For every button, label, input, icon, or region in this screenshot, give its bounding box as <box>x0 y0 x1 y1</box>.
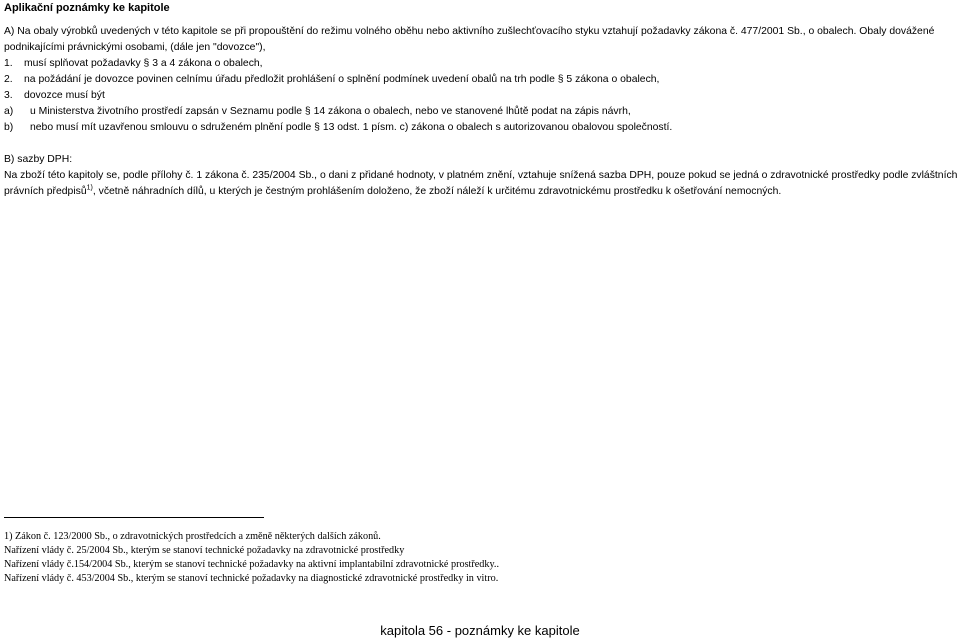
section-b-title: B) sazby DPH: <box>4 154 73 165</box>
sub-item <box>4 120 672 136</box>
page-footer: kapitola 56 - poznámky ke kapitole <box>380 623 580 638</box>
sub-item-label: b) <box>4 122 14 133</box>
sub-item-text: u Ministerstva životního prostředí zapsán v Seznamu podle § 14 zákona o obalech, nebo ve stanovené lhůtě podat na zápis návrh, <box>30 106 631 117</box>
list-item <box>4 88 954 104</box>
sub-item-label: a) <box>4 106 14 117</box>
list-item-number: 3. <box>4 90 13 101</box>
list-item-text: musí splňovat požadavky § 3 a 4 zákona o obalech, <box>24 58 263 69</box>
section-b-text-rest: , včetně náhradních dílů, u kterých je čestným prohlášením doloženo, že zboží náleží k určitému zdravotnickému prostředku k ošetřování nemocných. <box>92 186 782 197</box>
list-item <box>4 72 954 88</box>
footnote: Nařízení vlády č. 453/2004 Sb., kterým se stanoví technické požadavky na diagnostické zdravotnické prostředky in vitro. <box>4 573 499 584</box>
footnote-separator <box>4 517 264 518</box>
footnote-reference: 1) <box>86 184 93 192</box>
list-item-text: dovozce musí být <box>24 90 105 101</box>
page-heading: Aplikační poznámky ke kapitole <box>4 2 170 14</box>
list-item-number: 1. <box>4 58 13 69</box>
section-b-text-main: Na zboží této kapitoly se, podle přílohy č. 1 zákona č. 235/2004 Sb., o dani z přidané hodnoty, v platném znění, vztahuje snížená sazba DPH, pouze pokud se jedná o zdravotnické prostředky podle zvláštních právních předpisů <box>4 170 958 197</box>
list-item-number: 2. <box>4 74 13 85</box>
section-a-intro: A) Na obaly výrobků uvedených v této kapitole se při propouštění do režimu volného oběhu nebo aktivního zušlechťovacího styku vztahují požadavky zákona č. 477/2001 Sb., o obalech. Obaly dovážené podnikajícími právnickými osobami, (dále jen "dovozce"), <box>4 26 935 53</box>
footnote: Nařízení vlády č. 25/2004 Sb., kterým se stanoví technické požadavky na zdravotnické prostředky <box>4 545 405 556</box>
sub-item <box>4 104 631 120</box>
list-item-text: na požádání je dovozce povinen celnímu úřadu předložit prohlášení o splnění podmínek uvedení obalů na trh podle § 5 zákona o obalech, <box>24 74 660 85</box>
list-item <box>4 56 954 72</box>
section-b-text <box>4 168 958 200</box>
sub-item-text: nebo musí mít uzavřenou smlouvu o sdruženém plnění podle § 13 odst. 1 písm. c) zákona o obalech s autorizovanou obalovou společností. <box>30 122 673 133</box>
footnote: Nařízení vlády č.154/2004 Sb., kterým se stanoví technické požadavky na aktivní implantabilní zdravotnické prostředky.. <box>4 559 499 570</box>
footnote: 1) Zákon č. 123/2000 Sb., o zdravotnických prostředcích a změně některých dalších zákonů. <box>4 531 381 542</box>
